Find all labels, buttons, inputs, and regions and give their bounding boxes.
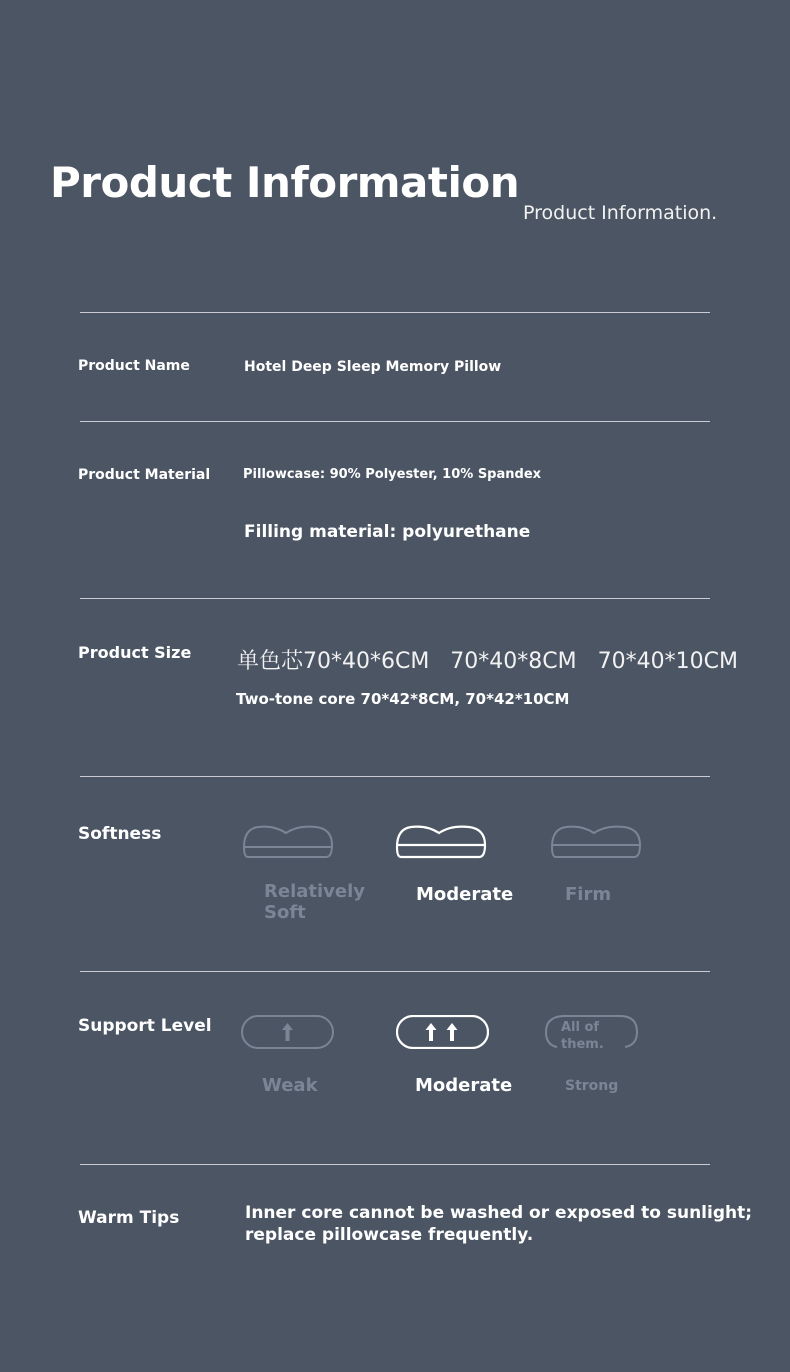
product-name-label: Product Name — [78, 358, 190, 374]
softness-option-soft: Relatively Soft — [264, 881, 366, 923]
warm-tips-label: Warm Tips — [78, 1208, 180, 1228]
support-option-moderate: Moderate — [415, 1075, 513, 1096]
product-material-label: Product Material — [78, 467, 211, 483]
product-size-line1: 单色芯70*40*6CM 70*40*8CM 70*40*10CM — [237, 649, 738, 674]
warm-tips-line2: replace pillowcase frequently. — [245, 1225, 534, 1245]
support-level-label: Support Level — [78, 1016, 212, 1036]
divider — [80, 1164, 710, 1165]
divider — [80, 598, 710, 599]
softness-option-moderate: Moderate — [416, 884, 514, 905]
support-icon-text: All of them. — [561, 1020, 604, 1052]
page-subtitle: Product Information. — [523, 202, 718, 224]
arrow-up-icon — [396, 1015, 489, 1049]
product-size-label: Product Size — [78, 643, 192, 662]
divider — [80, 312, 710, 313]
support-option-weak: Weak — [262, 1075, 318, 1096]
arrow-up-icon — [241, 1015, 334, 1049]
pillow-icon — [395, 823, 487, 861]
support-option-strong: Strong — [565, 1078, 619, 1094]
product-material-line1: Pillowcase: 90% Polyester, 10% Spandex — [243, 467, 542, 482]
softness-option-firm: Firm — [565, 884, 612, 905]
product-material-line2: Filling material: polyurethane — [244, 522, 531, 542]
pillow-icon — [242, 823, 334, 861]
softness-label: Softness — [78, 824, 162, 844]
divider — [80, 776, 710, 777]
pillow-icon — [550, 823, 642, 861]
divider — [80, 971, 710, 972]
product-name-value: Hotel Deep Sleep Memory Pillow — [244, 359, 502, 375]
page-title: Product Information — [50, 158, 520, 207]
product-size-line2: Two-tone core 70*42*8CM, 70*42*10CM — [236, 690, 570, 708]
divider — [80, 421, 710, 422]
warm-tips-line1: Inner core cannot be washed or exposed to sunlight; — [245, 1203, 753, 1223]
